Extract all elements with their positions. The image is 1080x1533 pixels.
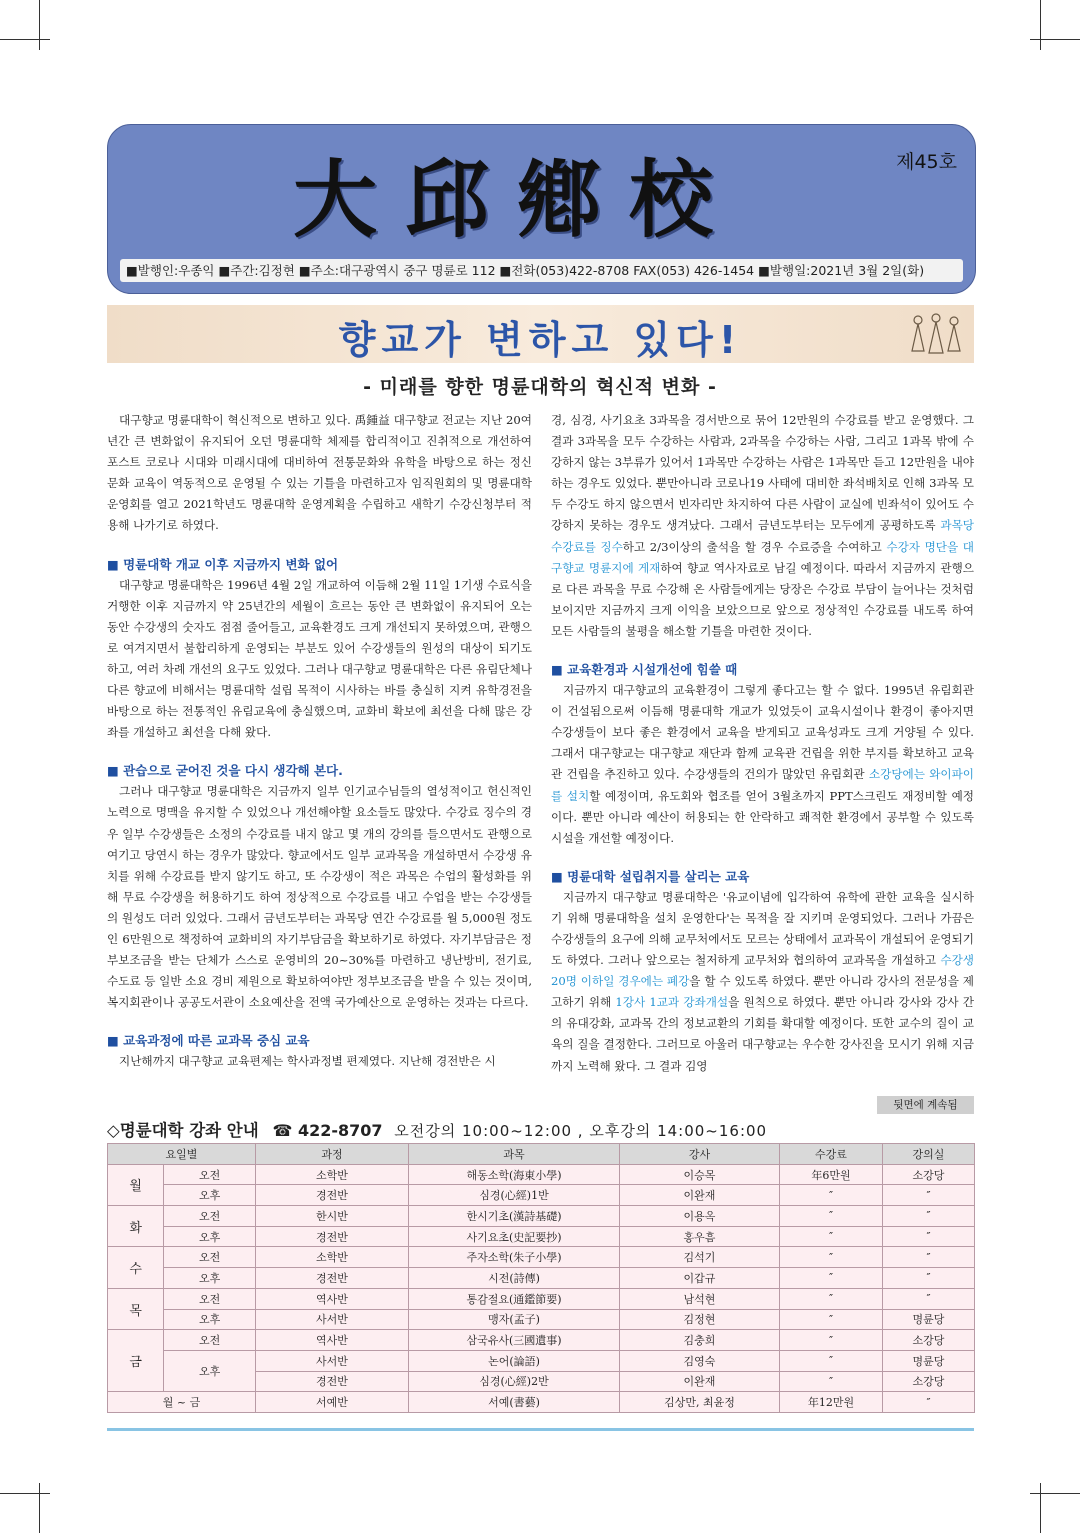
crop-mark [1040,1483,1041,1533]
text-run: 을 원칙으로 하였다. 뿐만 아니라 강사와 강사 간의 유대강화, 교과목 간의 정보교환의 기회를 확대할 예정이다. 또한 교수의 질이 교육의 질을 결정한다. 그러므로 아울러 대구향교는 우수한 강사진을 모시기 위해 지금까지 노력해 왔다. 그 결과 김영 [551,995,974,1073]
table-row [108,1226,975,1247]
section-paragraph: 그러나 대구향교 명륜대학은 지금까지 일부 인기교수님들의 열성적이고 헌신적인 노력으로 명맥을 유지할 수 있었으나 개선해야할 요소들도 많았다. 수강료 징수의 경우 일부 수강생들은 소정의 수강료를 내지 않고 몇 개의 강의를 들으면서도 관행으로 여기고 당연시 하는 경우가 많았다. 향교에서도 일부 교과목을 개설하면서 수강생 유치를 위해 수강료를 받지 않기도 하고, 또 수강생이 적은 과목은 수업의 활성화를 위해 무료 수강생을 허용하기도 하여 정상적으로 수강료를 내고 수업을 받는 수강생들의 원성도 더러 있었다. 그래서 금년도부터는 과목당 연간 수강료를 월 5,000원 정도인 6만원으로 책정하여 교화비의 자기부담금을 확보하기로 하였다. 자기부담금은 정부보조금을 받는 단체가 스스로 운영비의 20~30%를 마련하고 냉난방비, 전기료, 수도료 등 일반 소요 경비 제원으로 확보하여야만 정부보조금을 받을 수 있는 것이며, 복지회관이나 공공도서관이 소요예산을 전액 국가예산으로 운영하는 것과는 다르다. [107,784,533,1010]
cell-teacher: 김상만, 최윤정 [620,1392,780,1413]
highlight-text: 수강자 명단을 대구향교 명륜지에 게재 [551,539,974,575]
highlight-text: 과목당 수강료를 징수 [551,518,974,554]
scholars-illustration-icon [906,311,968,357]
table-row [108,1330,975,1351]
table-header-row [108,1144,975,1165]
cell-subject: 논어(論語) [409,1350,620,1371]
cell-room: 명륜당 [883,1309,975,1330]
cell-room: ″ [883,1226,975,1247]
cell-teacher: 이완재 [620,1371,780,1392]
cell-room: ″ [883,1206,975,1227]
cell-subject: 시전(詩傳) [409,1268,620,1289]
section-paragraph: 지난해까지 대구향교 교육편제는 학사과정별 편제였다. 지난해 경전반은 시 [119,1054,496,1069]
class-times: 오전강의 10:00~12:00 , 오후강의 14:00~16:00 [394,1122,768,1140]
cell-fee: ″ [780,1247,883,1268]
article-column-left [107,410,532,1072]
text-run: 을 할 수 있도록 하였다. 뿐만 아니라 강사의 전문성을 제고하기 위해 [551,974,974,1010]
section-paragraph [551,887,974,1077]
cell-day: 화 [108,1206,164,1247]
headline-banner [107,305,974,363]
continued-label: 뒷면에 계속됨 [877,1096,974,1114]
cell-course: 서예반 [256,1392,409,1413]
table-row [108,1206,975,1227]
cell-daytime: 월 ~ 금 [108,1392,256,1413]
newspaper-title: 大邱鄕校 [293,150,742,249]
cell-time: 오전 [164,1247,256,1268]
cell-teacher: 김영숙 [620,1350,780,1371]
cell-teacher: 김정현 [620,1309,780,1330]
cell-room: 명륜당 [883,1350,975,1371]
schedule-header [107,1117,767,1141]
text-run: 경, 심경, 사기요초 3과목을 경서반으로 묶어 12만원의 수강료를 받고 운영했다. 그 결과 3과목을 모두 수강하는 사람과, 2과목을 수강하는 사람, 그리고 1과목 밖에 수강하지 않는 3부류가 있어서 1과목만 수강하는 사람은 1과목만 듣고 12만원을 내야하는 경우도 있었다. 뿐만아니라 코로나19 사태에 대비한 좌석배치로 인해 3과목 모두 수강도 하지 않으면서 빈자리만 차지하여 다른 사람이 교실에 빈좌석이 있어도 수강하지 못하는 경우도 생겨났다. 그래서 금년도부터는 모두에게 공평하도록 [551,413,974,533]
cell-course: 역사반 [256,1288,409,1309]
highlight-text: 수강생 20명 이하일 경우에는 폐강 [551,953,974,989]
cell-fee: ″ [780,1226,883,1247]
highlight-text: 소강당에는 와이파이를 설치 [551,767,974,803]
text-run: 하고 2/3이상의 출석을 할 경우 수료증을 수여하고 [622,539,887,554]
phone-number: ☎ 422-8707 [272,1121,383,1140]
cell-room: ″ [883,1247,975,1268]
cell-teacher: 이완재 [620,1185,780,1206]
cell-subject: 삼국유사(三國遺事) [409,1330,620,1351]
crop-mark [1040,0,1041,50]
cell-time: 오후 [164,1350,256,1391]
cell-subject: 한시기초(漢詩基礎) [409,1206,620,1227]
column-header: 강의실 [883,1144,975,1165]
column-header: 수강료 [780,1144,883,1165]
cell-fee: ″ [780,1330,883,1351]
table-row [108,1247,975,1268]
crop-mark [39,1483,40,1533]
publication-info: ■발행인:우종익 ■주간:김정현 ■주소:대구광역시 중구 명륜로 112 ■전화(053)422-8708 FAX(053) 426-1454 ■발행일:2021년 3월 2일(화) [120,259,963,282]
column-header: 과정 [256,1144,409,1165]
cell-room: ″ [883,1185,975,1206]
schedule-table [107,1143,975,1413]
cell-course: 한시반 [256,1206,409,1227]
headline: 향교가 변하고 있다! [338,318,743,362]
column-header: 강사 [620,1144,780,1165]
cell-time: 오전 [164,1206,256,1227]
cell-teacher: 이갑규 [620,1268,780,1289]
section-heading: ■ 교육환경과 시설개선에 힘쓸 때 [551,662,738,678]
cell-subject: 주자소학(朱子小學) [409,1247,620,1268]
table-row [108,1392,975,1413]
cell-subject: 맹자(孟子) [409,1309,620,1330]
cell-time: 오후 [164,1226,256,1247]
text-run: 지금까지 대구향교의 교육환경이 그렇게 좋다고는 할 수 없다. 1995년 유림회관이 건설됨으로써 이듬해 명륜대학 개교가 있었듯이 교육시설이나 환경이 좋아지면 수강생들이 보다 좋은 환경에서 교육을 받게되고 교육성과도 크게 거양될 수 있다. 그래서 대구향교는 대구향교 재단과 함께 교육관 건립을 위한 부지를 확보하고 교육관 건립을 추진하고 있다. 수강생들의 건의가 많았던 유림회관 [551,683,974,782]
schedule-title: ◇명륜대학 강좌 안내 [107,1121,259,1140]
cell-day: 목 [108,1288,164,1329]
cell-course: 역사반 [256,1330,409,1351]
cell-subject: 심경(心經)2반 [409,1371,620,1392]
cell-fee: ″ [780,1371,883,1392]
column-header: 요일별 [108,1144,256,1165]
cell-course: 경전반 [256,1226,409,1247]
cell-fee: ″ [780,1350,883,1371]
cell-teacher: 남석현 [620,1288,780,1309]
section-paragraph: 대구향교 명륜대학은 1996년 4월 2일 개교하여 이듬해 2월 11일 1기생 수료식을 거행한 이후 지금까지 약 25년간의 세월이 흐르는 동안 큰 변화없이 유지되어 오는 동안 수강생의 숫자도 점점 줄어들고, 교육환경도 크게 개선되지 못하였으며, 관행으로 여겨지면서 불합리하게 운영되는 부분도 있어 수강생들의 원성의 대상이 되기도 하고, 여러 차례 개선의 요구도 있었다. 그러나 대구향교 명륜대학은 다른 유림단체나 다른 향교에 비해서는 명륜대학 설립 목적이 시사하는 바를 충실히 지켜 유학경전을 바탕으로 하는 전통적인 유림교육에 충실했으며, 교화비 확보에 최선을 다해 많은 강좌를 개설하고 최선을 다해 왔다. [107,577,533,740]
crop-mark [39,0,40,50]
section-paragraph [551,410,974,642]
column-header: 과목 [409,1144,620,1165]
cell-teacher: 김충희 [620,1330,780,1351]
cell-room: ″ [883,1288,975,1309]
cell-teacher: 이용옥 [620,1206,780,1227]
table-row [108,1164,975,1185]
article-column-right [551,410,974,1077]
cell-time: 오전 [164,1288,256,1309]
cell-subject: 통감절요(通鑑節要) [409,1288,620,1309]
table-row [108,1309,975,1330]
subtitle: - 미래를 향한 명륜대학의 혁신적 변화 - [363,376,717,398]
cell-course: 소학반 [256,1164,409,1185]
cell-room: 소강당 [883,1164,975,1185]
cell-fee: 年12만원 [780,1392,883,1413]
section-heading: ■ 명륜대학 설립취지를 살리는 교육 [551,868,750,884]
cell-room: ″ [883,1268,975,1289]
cell-room: ″ [883,1392,975,1413]
cell-fee: ″ [780,1268,883,1289]
section-paragraph [551,680,974,849]
cell-subject: 서예(書藝) [409,1392,620,1413]
cell-fee: 年6만원 [780,1164,883,1185]
highlight-text: 1강사 1교과 강좌개설 [615,995,729,1010]
cell-day: 월 [108,1164,164,1205]
text-run: 지금까지 대구향교 명륜대학은 '유교이념에 입각하여 유학에 관한 교육을 실시하기 위해 명륜대학을 설치 운영한다'는 목적을 잘 지키며 운영되었다. 그러나 가끔은 수강생들의 요구에 의해 교무처에서도 모르는 상태에서 교과목이 개설되어 운영되기도 하였다. 그러나 앞으로는 철저하게 교무처와 협의하여 교과목을 개설하고 [551,889,974,968]
cell-course: 경전반 [256,1185,409,1206]
cell-fee: ″ [780,1309,883,1330]
cell-course: 경전반 [256,1268,409,1289]
cell-room: 소강당 [883,1330,975,1351]
cell-time: 오후 [164,1185,256,1206]
cell-teacher: 이승목 [620,1164,780,1185]
section-heading: ■ 교육과정에 따른 교과목 중심 교육 [107,1033,310,1049]
cell-teacher: 김석기 [620,1247,780,1268]
cell-fee: ″ [780,1288,883,1309]
cell-teacher: 홍우흠 [620,1226,780,1247]
text-run: 하여 향교 역사자료로 남길 예정이다. 따라서 지금까지 관행으로 다른 과목을 무료 수강해 온 사람들에게는 당장은 수강료 부담이 늘어나는 것처럼 보이지만 지금까지 크게 이익을 보았으므로 앞으로 정상적인 수강료를 내도록 하여 모든 사람들의 불평을 해소할 기틀을 마련한 것이다. [551,560,974,638]
table-row [108,1288,975,1309]
cell-time: 오후 [164,1309,256,1330]
cell-time: 오전 [164,1330,256,1351]
cell-time: 오전 [164,1164,256,1185]
cell-course: 사서반 [256,1350,409,1371]
cell-time: 오후 [164,1268,256,1289]
cell-course: 소학반 [256,1247,409,1268]
cell-subject: 심경(心經)1반 [409,1185,620,1206]
crop-mark [0,1493,50,1494]
cell-room: 소강당 [883,1371,975,1392]
cell-course: 사서반 [256,1309,409,1330]
cell-fee: ″ [780,1185,883,1206]
section-heading: ■ 관습으로 굳어진 것을 다시 생각해 본다. [107,763,343,779]
footer-rule [107,1428,974,1431]
issue-number: 제45호 [896,151,957,173]
section-heading: ■ 명륜대학 개교 이후 지금까지 변화 없어 [107,556,339,572]
cell-subject: 사기요초(史記要抄) [409,1226,620,1247]
cell-fee: ″ [780,1206,883,1227]
cell-day: 수 [108,1247,164,1288]
crop-mark [0,39,50,40]
cell-day: 금 [108,1330,164,1392]
table-row [108,1350,975,1371]
cell-subject: 해동소학(海東小學) [409,1164,620,1185]
intro-paragraph: 대구향교 명륜대학이 혁신적으로 변하고 있다. 禹鍾益 대구향교 전교는 지난 20여년간 큰 변화없이 유지되어 오던 명륜대학 체제를 합리적이고 진취적으로 개선하여 포스트 코로나 시대와 미래시대에 대비하여 전통문화와 유학을 바탕으로 하는 정신문화 교육이 역동적으로 운영될 수 있는 기틀을 마련하고자 임직원회의 및 명륜대학운영회를 열고 2021학년도 명륜대학 운영계획을 수립하고 새학기 수강신청부터 적용해 나가기로 하였다. [107,413,533,533]
masthead [107,124,976,294]
cell-course: 경전반 [256,1371,409,1392]
crop-mark [1030,39,1080,40]
crop-mark [1030,1493,1080,1494]
text-run: 할 예정이며, 유도회와 협조를 얻어 3월초까지 PPT스크린도 재정비할 예정이다. 뿐만 아니라 예산이 허용되는 한 안락하고 쾌적한 환경에서 공부할 수 있도록 시설을 개선할 예정이다. [551,788,974,845]
table-row [108,1268,975,1289]
table-row [108,1185,975,1206]
